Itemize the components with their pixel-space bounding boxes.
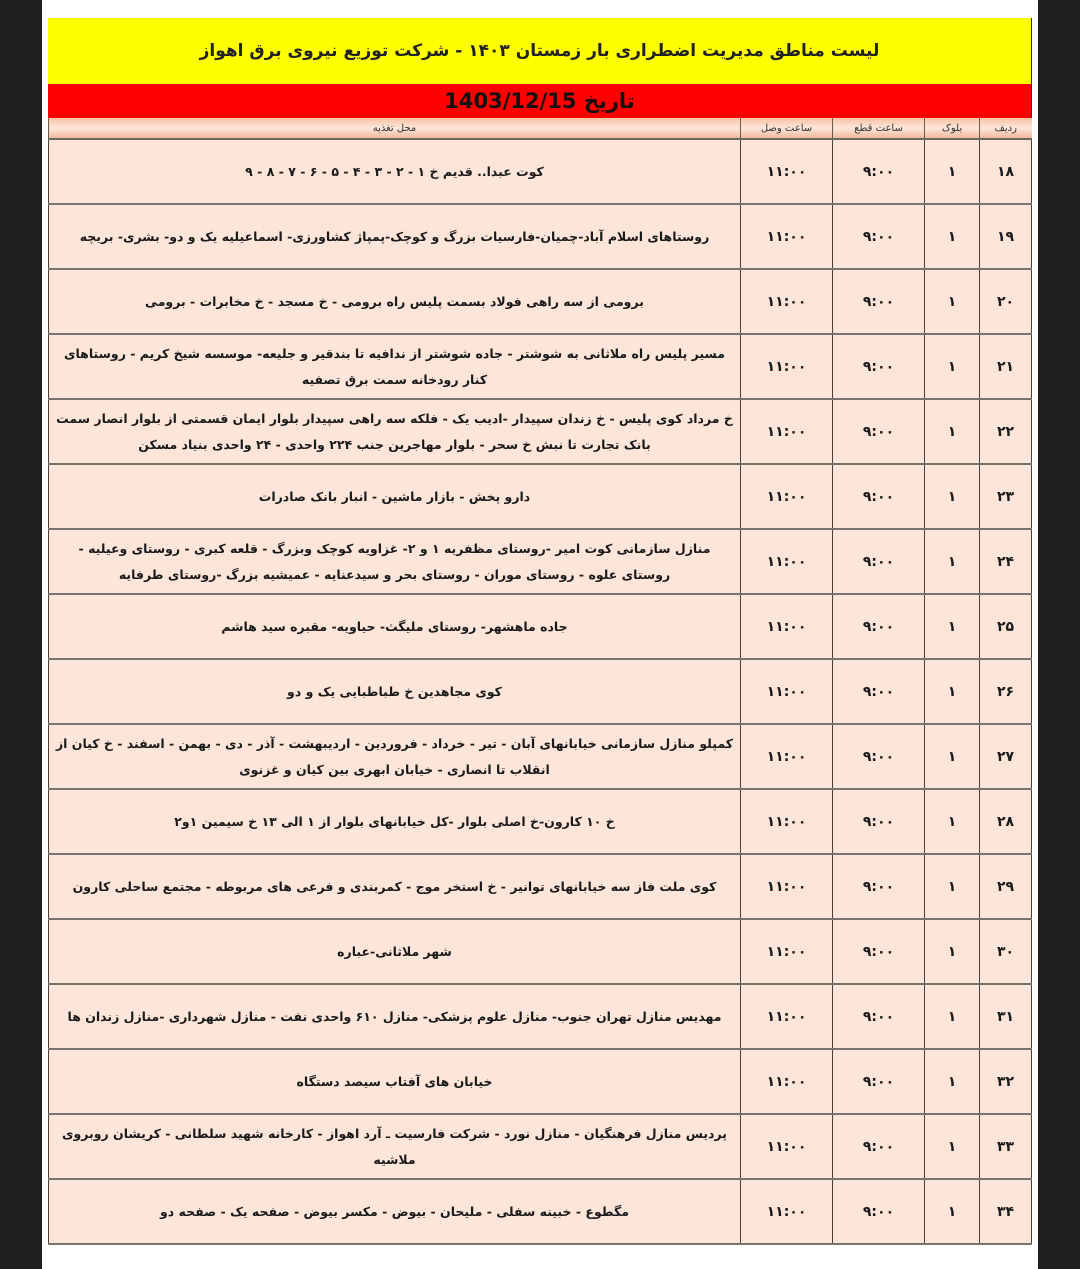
cell-row-number: ۲۱ bbox=[980, 334, 1032, 399]
cell-cut-time: ۹:۰۰ bbox=[833, 594, 925, 659]
table-row bbox=[49, 529, 1032, 594]
cell-block: ۱ bbox=[925, 854, 980, 919]
table-row bbox=[49, 1114, 1032, 1179]
cell-block: ۱ bbox=[925, 659, 980, 724]
cell-row-number: ۳۳ bbox=[980, 1114, 1032, 1179]
header-cut-time: ساعت قطع bbox=[833, 118, 925, 139]
cell-restore-time: ۱۱:۰۰ bbox=[741, 204, 833, 269]
table-row bbox=[49, 659, 1032, 724]
table-row bbox=[49, 204, 1032, 269]
header-row-number: ردیف bbox=[980, 118, 1032, 139]
cell-row-number: ۳۴ bbox=[980, 1179, 1032, 1244]
cell-row-number: ۲۷ bbox=[980, 724, 1032, 789]
cell-restore-time: ۱۱:۰۰ bbox=[741, 659, 833, 724]
cell-restore-time: ۱۱:۰۰ bbox=[741, 139, 833, 204]
cell-block: ۱ bbox=[925, 1114, 980, 1179]
cell-block: ۱ bbox=[925, 529, 980, 594]
cell-block: ۱ bbox=[925, 984, 980, 1049]
cell-block: ۱ bbox=[925, 139, 980, 204]
cell-location: کوی ملت فاز سه خیابانهای توانیر - خ استخر موج - کمربندی و فرعی های مربوطه - مجتمع ساحلی کارون bbox=[49, 854, 741, 919]
cell-location: روستاهای اسلام آباد-چمیان-فارسیات بزرگ و کوچک-پمپاژ کشاورزی- اسماعیلیه یک و دو- بشری- بریچه bbox=[49, 204, 741, 269]
table-row bbox=[49, 919, 1032, 984]
cell-location: کمپلو منازل سازمانی خیابانهای آبان - تیر - خرداد - فروردین - اردیبهشت - آذر - دی - بهمن - اسفند - خ کیان از انقلاب تا انصاری - خیابان ابهری بین کیان و غزنوی bbox=[49, 724, 741, 789]
cell-block: ۱ bbox=[925, 789, 980, 854]
cell-row-number: ۲۶ bbox=[980, 659, 1032, 724]
cell-row-number: ۲۴ bbox=[980, 529, 1032, 594]
table-row bbox=[49, 399, 1032, 464]
document-page bbox=[42, 0, 1038, 1269]
table-header-row bbox=[49, 118, 1032, 139]
table-row bbox=[49, 854, 1032, 919]
cell-location: جاده ماهشهر- روستای ملیگث- حیاویه- مقبره سید هاشم bbox=[49, 594, 741, 659]
cell-location: خیابان های آفتاب سیصد دستگاه bbox=[49, 1049, 741, 1114]
cell-cut-time: ۹:۰۰ bbox=[833, 724, 925, 789]
cell-row-number: ۳۲ bbox=[980, 1049, 1032, 1114]
cell-location: پردیس منازل فرهنگیان - منازل نورد - شرکت فارسیت ـ آرد اهواز - کارخانه شهید سلطانی - کریشان روبروی ملاشیه bbox=[49, 1114, 741, 1179]
cell-cut-time: ۹:۰۰ bbox=[833, 1049, 925, 1114]
cell-row-number: ۲۰ bbox=[980, 269, 1032, 334]
cell-block: ۱ bbox=[925, 594, 980, 659]
table-row bbox=[49, 269, 1032, 334]
cell-restore-time: ۱۱:۰۰ bbox=[741, 334, 833, 399]
document-title: لیست مناطق مدیریت اضطراری بار زمستان ۱۴۰۳ - شرکت توزیع نیروی برق اهواز bbox=[48, 18, 1032, 84]
cell-location: شهر ملاثانی-عباره bbox=[49, 919, 741, 984]
cell-location: کوت عبدا.. قدیم خ ۱ - ۲ - ۳ - ۴ - ۵ - ۶ - ۷ - ۸ - ۹ bbox=[49, 139, 741, 204]
cell-location: دارو پخش - بازار ماشین - انبار بانک صادرات bbox=[49, 464, 741, 529]
cell-restore-time: ۱۱:۰۰ bbox=[741, 399, 833, 464]
cell-block: ۱ bbox=[925, 269, 980, 334]
cell-location: مهدیس منازل تهران جنوب- منازل علوم پزشکی- منازل ۶۱۰ واحدی نفت - منازل شهرداری -منازل زندان ها bbox=[49, 984, 741, 1049]
cell-cut-time: ۹:۰۰ bbox=[833, 854, 925, 919]
cell-restore-time: ۱۱:۰۰ bbox=[741, 1049, 833, 1114]
header-restore-time: ساعت وصل bbox=[741, 118, 833, 139]
header-block: بلوک bbox=[925, 118, 980, 139]
cell-row-number: ۲۸ bbox=[980, 789, 1032, 854]
cell-location: خ ۱۰ کارون-خ اصلی بلوار -کل خیابانهای بلوار از ۱ الی ۱۳ خ سیمین ۱و۲ bbox=[49, 789, 741, 854]
cell-row-number: ۳۱ bbox=[980, 984, 1032, 1049]
cell-block: ۱ bbox=[925, 464, 980, 529]
cell-location: کوی مجاهدین خ طباطبایی یک و دو bbox=[49, 659, 741, 724]
table-row bbox=[49, 1179, 1032, 1244]
cell-cut-time: ۹:۰۰ bbox=[833, 659, 925, 724]
cell-location: منازل سازمانی کوت امیر -روستای مظفریه ۱ و ۲- غزاویه کوچک وبزرگ - قلعه کبری - روستای وعیلیه - روستای علوه - روستای موران - روستای بحر و سیدعنایه - عمیشیه بزرگ -روستای طرفایه bbox=[49, 529, 741, 594]
cell-block: ۱ bbox=[925, 1049, 980, 1114]
cell-row-number: ۲۳ bbox=[980, 464, 1032, 529]
table-row bbox=[49, 464, 1032, 529]
cell-restore-time: ۱۱:۰۰ bbox=[741, 789, 833, 854]
cell-location: برومی از سه راهی فولاد بسمت پلیس راه برومی - خ مسجد - خ مخابرات - برومی bbox=[49, 269, 741, 334]
cell-cut-time: ۹:۰۰ bbox=[833, 334, 925, 399]
cell-row-number: ۱۹ bbox=[980, 204, 1032, 269]
cell-restore-time: ۱۱:۰۰ bbox=[741, 919, 833, 984]
cell-cut-time: ۹:۰۰ bbox=[833, 1179, 925, 1244]
cell-row-number: ۳۰ bbox=[980, 919, 1032, 984]
cell-restore-time: ۱۱:۰۰ bbox=[741, 984, 833, 1049]
table-row bbox=[49, 139, 1032, 204]
cell-restore-time: ۱۱:۰۰ bbox=[741, 854, 833, 919]
cell-restore-time: ۱۱:۰۰ bbox=[741, 529, 833, 594]
cell-cut-time: ۹:۰۰ bbox=[833, 919, 925, 984]
cell-block: ۱ bbox=[925, 724, 980, 789]
cell-cut-time: ۹:۰۰ bbox=[833, 1114, 925, 1179]
table-row bbox=[49, 594, 1032, 659]
table-row bbox=[49, 724, 1032, 789]
cell-block: ۱ bbox=[925, 334, 980, 399]
cell-restore-time: ۱۱:۰۰ bbox=[741, 1179, 833, 1244]
table-row bbox=[49, 789, 1032, 854]
cell-block: ۱ bbox=[925, 399, 980, 464]
cell-row-number: ۱۸ bbox=[980, 139, 1032, 204]
cell-block: ۱ bbox=[925, 204, 980, 269]
cell-cut-time: ۹:۰۰ bbox=[833, 269, 925, 334]
cell-restore-time: ۱۱:۰۰ bbox=[741, 464, 833, 529]
outage-table bbox=[48, 118, 1032, 1245]
header-location: محل تغذیه bbox=[49, 118, 741, 139]
cell-row-number: ۲۵ bbox=[980, 594, 1032, 659]
cell-block: ۱ bbox=[925, 1179, 980, 1244]
cell-location: خ مرداد کوی پلیس - خ زندان سپیدار -ادیب یک - فلکه سه راهی سپیدار بلوار ایمان قسمتی از بلوار انصار سمت بانک تجارت تا نبش خ سحر - بلوار مهاجرین جنب ۲۲۴ واحدی - ۲۴ واحدی بنیاد مسکن bbox=[49, 399, 741, 464]
cell-cut-time: ۹:۰۰ bbox=[833, 529, 925, 594]
table-row bbox=[49, 1049, 1032, 1114]
table-row bbox=[49, 334, 1032, 399]
outage-schedule-sheet bbox=[48, 18, 1032, 1245]
cell-cut-time: ۹:۰۰ bbox=[833, 399, 925, 464]
table-row bbox=[49, 984, 1032, 1049]
cell-cut-time: ۹:۰۰ bbox=[833, 789, 925, 854]
cell-restore-time: ۱۱:۰۰ bbox=[741, 594, 833, 659]
cell-cut-time: ۹:۰۰ bbox=[833, 984, 925, 1049]
cell-cut-time: ۹:۰۰ bbox=[833, 139, 925, 204]
cell-block: ۱ bbox=[925, 919, 980, 984]
date-banner: تاریخ 1403/12/15 bbox=[48, 84, 1032, 118]
cell-restore-time: ۱۱:۰۰ bbox=[741, 1114, 833, 1179]
cell-restore-time: ۱۱:۰۰ bbox=[741, 269, 833, 334]
cell-location: مگطوع - خبینه سفلی - ملیحان - بیوض - مکسر بیوض - صفحه یک - صفحه دو bbox=[49, 1179, 741, 1244]
cell-row-number: ۲۹ bbox=[980, 854, 1032, 919]
cell-cut-time: ۹:۰۰ bbox=[833, 464, 925, 529]
cell-location: مسیر پلیس راه ملاثانی به شوشتر - جاده شوشتر از ندافیه تا بندقیر و جلیعه- موسسه شیخ کریم - روستاهای کنار رودخانه سمت برق تصفیه bbox=[49, 334, 741, 399]
cell-restore-time: ۱۱:۰۰ bbox=[741, 724, 833, 789]
cell-cut-time: ۹:۰۰ bbox=[833, 204, 925, 269]
cell-row-number: ۲۲ bbox=[980, 399, 1032, 464]
